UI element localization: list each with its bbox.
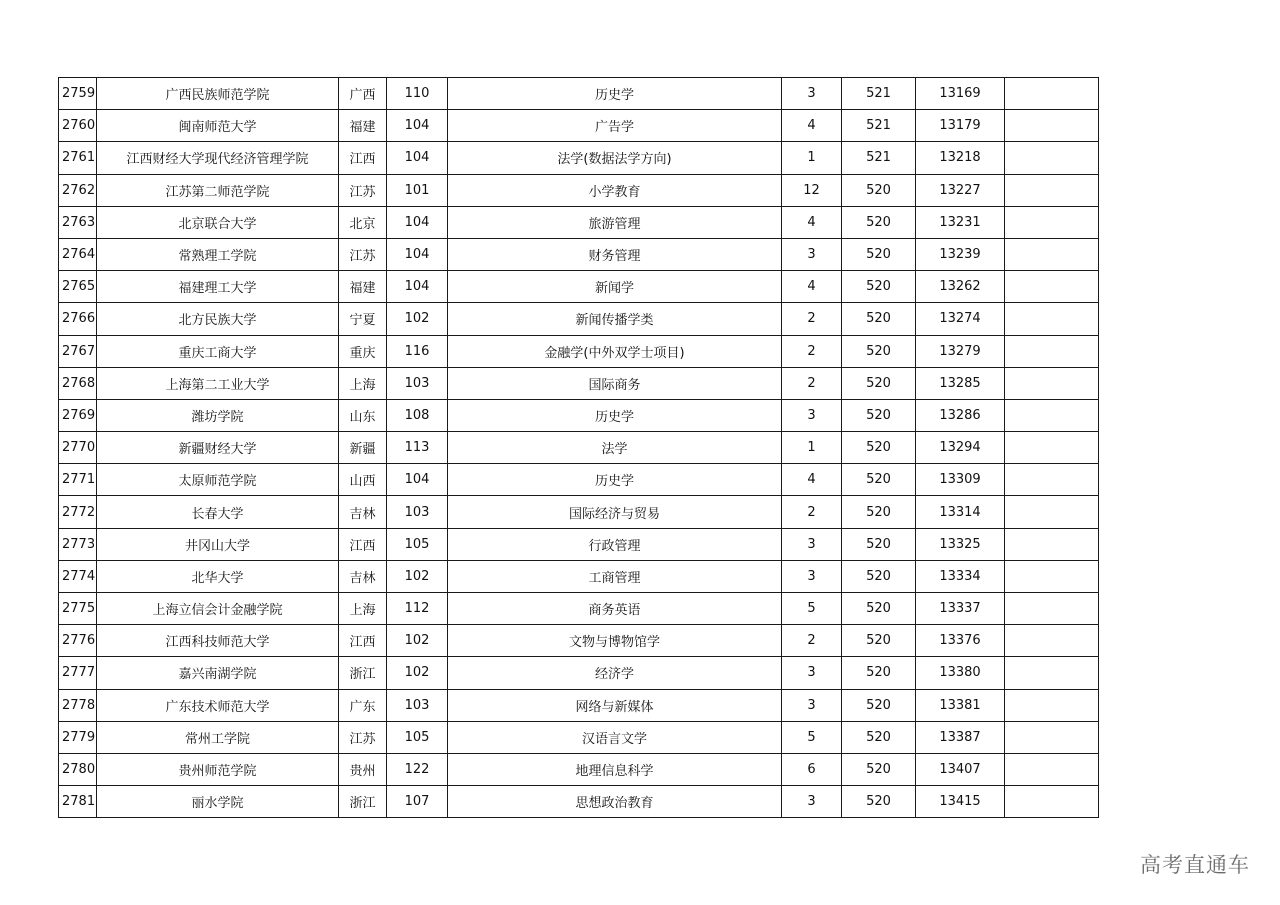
min-score-cell: 520 (842, 689, 916, 721)
code-cell: 101 (387, 174, 448, 206)
row-index-cell: 2768 (59, 367, 97, 399)
plan-count-cell: 6 (782, 753, 842, 785)
min-score-cell: 521 (842, 110, 916, 142)
code-cell: 104 (387, 110, 448, 142)
major-cell: 商务英语 (448, 593, 782, 625)
min-rank-cell: 13325 (916, 528, 1005, 560)
code-cell: 112 (387, 593, 448, 625)
min-rank-cell: 13169 (916, 78, 1005, 110)
min-rank-cell: 13337 (916, 593, 1005, 625)
school-name-cell: 江苏第二师范学院 (97, 174, 339, 206)
major-cell: 小学教育 (448, 174, 782, 206)
code-cell: 122 (387, 753, 448, 785)
province-cell: 广东 (339, 689, 387, 721)
major-cell: 金融学(中外双学士项目) (448, 335, 782, 367)
table-row (59, 335, 1099, 367)
remark-cell (1005, 496, 1099, 528)
min-rank-cell: 13380 (916, 657, 1005, 689)
major-cell: 财务管理 (448, 238, 782, 270)
major-cell: 经济学 (448, 657, 782, 689)
table-row (59, 142, 1099, 174)
school-name-cell: 广东技术师范大学 (97, 689, 339, 721)
province-cell: 重庆 (339, 335, 387, 367)
remark-cell (1005, 399, 1099, 431)
min-rank-cell: 13407 (916, 753, 1005, 785)
table-row (59, 560, 1099, 592)
min-score-cell: 520 (842, 625, 916, 657)
row-index-cell: 2776 (59, 625, 97, 657)
school-name-cell: 嘉兴南湖学院 (97, 657, 339, 689)
min-rank-cell: 13218 (916, 142, 1005, 174)
remark-cell (1005, 78, 1099, 110)
row-index-cell: 2760 (59, 110, 97, 142)
plan-count-cell: 2 (782, 335, 842, 367)
school-name-cell: 潍坊学院 (97, 399, 339, 431)
min-score-cell: 520 (842, 560, 916, 592)
code-cell: 104 (387, 464, 448, 496)
province-cell: 吉林 (339, 496, 387, 528)
table-row (59, 721, 1099, 753)
min-score-cell: 521 (842, 78, 916, 110)
code-cell: 107 (387, 786, 448, 818)
code-cell: 102 (387, 625, 448, 657)
min-score-cell: 520 (842, 432, 916, 464)
plan-count-cell: 2 (782, 625, 842, 657)
row-index-cell: 2781 (59, 786, 97, 818)
plan-count-cell: 4 (782, 271, 842, 303)
min-score-cell: 520 (842, 271, 916, 303)
remark-cell (1005, 271, 1099, 303)
code-cell: 102 (387, 657, 448, 689)
school-name-cell: 重庆工商大学 (97, 335, 339, 367)
major-cell: 法学 (448, 432, 782, 464)
table-row (59, 753, 1099, 785)
remark-cell (1005, 721, 1099, 753)
min-score-cell: 520 (842, 657, 916, 689)
code-cell: 105 (387, 721, 448, 753)
province-cell: 广西 (339, 78, 387, 110)
plan-count-cell: 4 (782, 464, 842, 496)
table-row (59, 625, 1099, 657)
min-score-cell: 520 (842, 303, 916, 335)
plan-count-cell: 2 (782, 367, 842, 399)
province-cell: 上海 (339, 593, 387, 625)
remark-cell (1005, 238, 1099, 270)
plan-count-cell: 3 (782, 528, 842, 560)
table-row (59, 399, 1099, 431)
major-cell: 历史学 (448, 78, 782, 110)
remark-cell (1005, 367, 1099, 399)
table-row (59, 528, 1099, 560)
school-name-cell: 长春大学 (97, 496, 339, 528)
document-page (58, 77, 1099, 818)
school-name-cell: 上海立信会计金融学院 (97, 593, 339, 625)
table-row (59, 206, 1099, 238)
province-cell: 福建 (339, 110, 387, 142)
major-cell: 行政管理 (448, 528, 782, 560)
min-score-cell: 520 (842, 335, 916, 367)
province-cell: 江西 (339, 625, 387, 657)
province-cell: 江西 (339, 528, 387, 560)
row-index-cell: 2765 (59, 271, 97, 303)
row-index-cell: 2769 (59, 399, 97, 431)
min-score-cell: 520 (842, 367, 916, 399)
school-name-cell: 新疆财经大学 (97, 432, 339, 464)
major-cell: 网络与新媒体 (448, 689, 782, 721)
code-cell: 105 (387, 528, 448, 560)
school-name-cell: 北华大学 (97, 560, 339, 592)
row-index-cell: 2762 (59, 174, 97, 206)
province-cell: 江苏 (339, 174, 387, 206)
province-cell: 吉林 (339, 560, 387, 592)
province-cell: 新疆 (339, 432, 387, 464)
table-row (59, 464, 1099, 496)
major-cell: 工商管理 (448, 560, 782, 592)
row-index-cell: 2779 (59, 721, 97, 753)
row-index-cell: 2767 (59, 335, 97, 367)
province-cell: 福建 (339, 271, 387, 303)
min-rank-cell: 13286 (916, 399, 1005, 431)
plan-count-cell: 1 (782, 432, 842, 464)
table-body (59, 78, 1099, 818)
min-score-cell: 520 (842, 721, 916, 753)
remark-cell (1005, 689, 1099, 721)
remark-cell (1005, 206, 1099, 238)
remark-cell (1005, 625, 1099, 657)
plan-count-cell: 2 (782, 303, 842, 335)
min-score-cell: 520 (842, 786, 916, 818)
major-cell: 思想政治教育 (448, 786, 782, 818)
row-index-cell: 2775 (59, 593, 97, 625)
province-cell: 浙江 (339, 786, 387, 818)
table-row (59, 303, 1099, 335)
plan-count-cell: 1 (782, 142, 842, 174)
school-name-cell: 广西民族师范学院 (97, 78, 339, 110)
row-index-cell: 2761 (59, 142, 97, 174)
remark-cell (1005, 432, 1099, 464)
province-cell: 北京 (339, 206, 387, 238)
remark-cell (1005, 657, 1099, 689)
min-score-cell: 520 (842, 593, 916, 625)
min-rank-cell: 13274 (916, 303, 1005, 335)
code-cell: 103 (387, 367, 448, 399)
school-name-cell: 井冈山大学 (97, 528, 339, 560)
plan-count-cell: 4 (782, 206, 842, 238)
table-row (59, 238, 1099, 270)
min-rank-cell: 13387 (916, 721, 1005, 753)
row-index-cell: 2764 (59, 238, 97, 270)
code-cell: 108 (387, 399, 448, 431)
min-rank-cell: 13381 (916, 689, 1005, 721)
remark-cell (1005, 528, 1099, 560)
province-cell: 江苏 (339, 721, 387, 753)
remark-cell (1005, 174, 1099, 206)
table-row (59, 174, 1099, 206)
code-cell: 113 (387, 432, 448, 464)
province-cell: 贵州 (339, 753, 387, 785)
major-cell: 文物与博物馆学 (448, 625, 782, 657)
row-index-cell: 2763 (59, 206, 97, 238)
remark-cell (1005, 303, 1099, 335)
province-cell: 江苏 (339, 238, 387, 270)
min-rank-cell: 13285 (916, 367, 1005, 399)
major-cell: 历史学 (448, 399, 782, 431)
major-cell: 国际经济与贸易 (448, 496, 782, 528)
table-row (59, 496, 1099, 528)
school-name-cell: 江西科技师范大学 (97, 625, 339, 657)
table-row (59, 689, 1099, 721)
code-cell: 104 (387, 271, 448, 303)
province-cell: 山西 (339, 464, 387, 496)
school-name-cell: 北京联合大学 (97, 206, 339, 238)
major-cell: 汉语言文学 (448, 721, 782, 753)
school-name-cell: 贵州师范学院 (97, 753, 339, 785)
code-cell: 103 (387, 689, 448, 721)
plan-count-cell: 12 (782, 174, 842, 206)
row-index-cell: 2771 (59, 464, 97, 496)
min-rank-cell: 13279 (916, 335, 1005, 367)
school-name-cell: 常州工学院 (97, 721, 339, 753)
plan-count-cell: 2 (782, 496, 842, 528)
school-name-cell: 江西财经大学现代经济管理学院 (97, 142, 339, 174)
row-index-cell: 2772 (59, 496, 97, 528)
plan-count-cell: 3 (782, 657, 842, 689)
row-index-cell: 2773 (59, 528, 97, 560)
table-row (59, 78, 1099, 110)
table-row (59, 110, 1099, 142)
plan-count-cell: 3 (782, 399, 842, 431)
table-row (59, 271, 1099, 303)
min-score-cell: 520 (842, 496, 916, 528)
remark-cell (1005, 753, 1099, 785)
min-rank-cell: 13294 (916, 432, 1005, 464)
watermark-text: 高考直通车 (1140, 853, 1250, 877)
code-cell: 103 (387, 496, 448, 528)
major-cell: 国际商务 (448, 367, 782, 399)
major-cell: 旅游管理 (448, 206, 782, 238)
school-name-cell: 上海第二工业大学 (97, 367, 339, 399)
min-rank-cell: 13227 (916, 174, 1005, 206)
min-rank-cell: 13262 (916, 271, 1005, 303)
school-name-cell: 常熟理工学院 (97, 238, 339, 270)
min-score-cell: 520 (842, 464, 916, 496)
school-name-cell: 闽南师范大学 (97, 110, 339, 142)
code-cell: 104 (387, 206, 448, 238)
plan-count-cell: 5 (782, 721, 842, 753)
min-score-cell: 520 (842, 238, 916, 270)
code-cell: 110 (387, 78, 448, 110)
min-score-cell: 520 (842, 753, 916, 785)
remark-cell (1005, 142, 1099, 174)
min-rank-cell: 13314 (916, 496, 1005, 528)
code-cell: 116 (387, 335, 448, 367)
plan-count-cell: 3 (782, 786, 842, 818)
table-row (59, 593, 1099, 625)
code-cell: 102 (387, 560, 448, 592)
table-row (59, 432, 1099, 464)
row-index-cell: 2774 (59, 560, 97, 592)
major-cell: 新闻传播学类 (448, 303, 782, 335)
province-cell: 浙江 (339, 657, 387, 689)
remark-cell (1005, 593, 1099, 625)
min-rank-cell: 13415 (916, 786, 1005, 818)
major-cell: 历史学 (448, 464, 782, 496)
min-rank-cell: 13231 (916, 206, 1005, 238)
remark-cell (1005, 464, 1099, 496)
min-rank-cell: 13179 (916, 110, 1005, 142)
major-cell: 新闻学 (448, 271, 782, 303)
remark-cell (1005, 335, 1099, 367)
plan-count-cell: 5 (782, 593, 842, 625)
min-rank-cell: 13239 (916, 238, 1005, 270)
school-name-cell: 福建理工大学 (97, 271, 339, 303)
major-cell: 广告学 (448, 110, 782, 142)
admission-score-table (58, 77, 1099, 818)
min-rank-cell: 13334 (916, 560, 1005, 592)
plan-count-cell: 3 (782, 238, 842, 270)
province-cell: 宁夏 (339, 303, 387, 335)
code-cell: 102 (387, 303, 448, 335)
table-row (59, 367, 1099, 399)
row-index-cell: 2770 (59, 432, 97, 464)
min-score-cell: 521 (842, 142, 916, 174)
school-name-cell: 北方民族大学 (97, 303, 339, 335)
row-index-cell: 2759 (59, 78, 97, 110)
major-cell: 地理信息科学 (448, 753, 782, 785)
row-index-cell: 2766 (59, 303, 97, 335)
min-rank-cell: 13376 (916, 625, 1005, 657)
plan-count-cell: 3 (782, 560, 842, 592)
school-name-cell: 丽水学院 (97, 786, 339, 818)
province-cell: 上海 (339, 367, 387, 399)
table-row (59, 657, 1099, 689)
row-index-cell: 2777 (59, 657, 97, 689)
table-row (59, 786, 1099, 818)
province-cell: 江西 (339, 142, 387, 174)
major-cell: 法学(数据法学方向) (448, 142, 782, 174)
plan-count-cell: 4 (782, 110, 842, 142)
row-index-cell: 2778 (59, 689, 97, 721)
province-cell: 山东 (339, 399, 387, 431)
code-cell: 104 (387, 238, 448, 270)
min-score-cell: 520 (842, 528, 916, 560)
remark-cell (1005, 560, 1099, 592)
code-cell: 104 (387, 142, 448, 174)
row-index-cell: 2780 (59, 753, 97, 785)
min-score-cell: 520 (842, 206, 916, 238)
plan-count-cell: 3 (782, 689, 842, 721)
plan-count-cell: 3 (782, 78, 842, 110)
remark-cell (1005, 110, 1099, 142)
min-rank-cell: 13309 (916, 464, 1005, 496)
remark-cell (1005, 786, 1099, 818)
min-score-cell: 520 (842, 174, 916, 206)
school-name-cell: 太原师范学院 (97, 464, 339, 496)
min-score-cell: 520 (842, 399, 916, 431)
